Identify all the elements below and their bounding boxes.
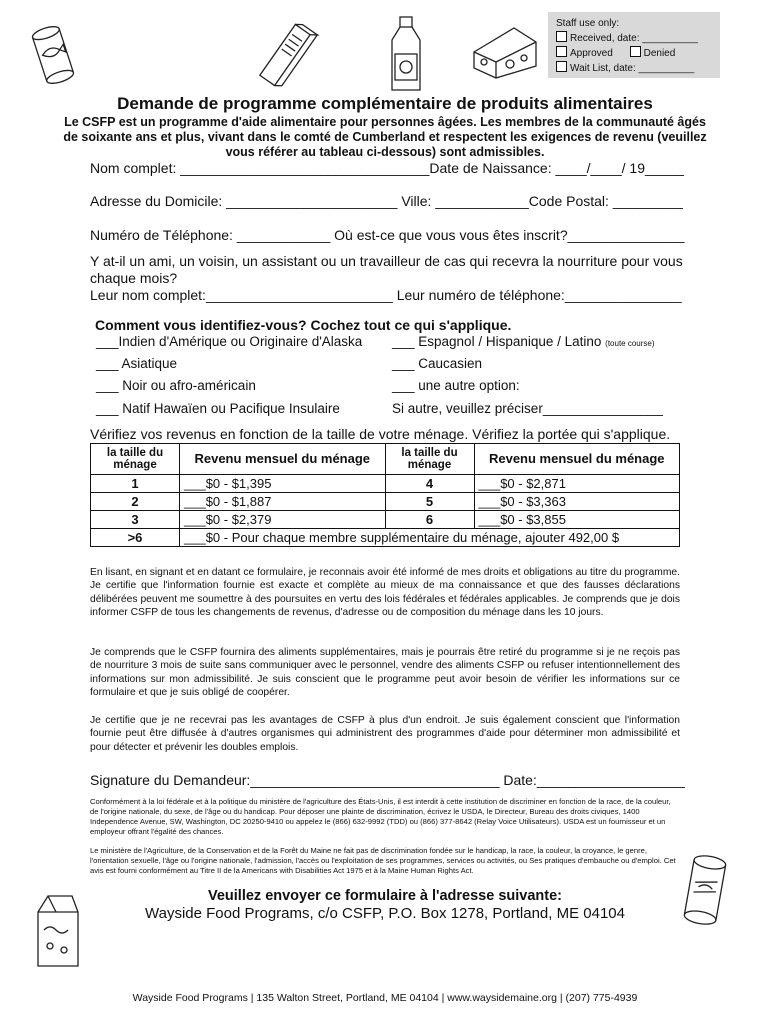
staff-use-box: [548, 12, 720, 78]
usda-statement: Conformément à la loi fédérale et à la politique du ministère de l'agriculture des États-Unis, il est interdit à cette institution de discriminer en fonction de la race, de la couleur, de l'origine nationale, du sexe, de l'âge ou du handicap. Pour déposer une plainte de discrimination, écrivez le USDA, le Directeur, Bureau des droits civiques, 1400 Independence Avenue, SW, Washington, DC 20250-9410 ou appelez le (866) 632-9992 (TDD) ou (866) 377-8642 (Relay Voice Utilisateurs). USDA est un fournisseur et un employeur offrant l'égalité des chances.: [90, 797, 671, 836]
ethnicity-option[interactable]: ___ Noir ou afro-américain: [96, 378, 256, 393]
denied-label: Denied: [643, 48, 676, 59]
table-row: [91, 475, 680, 493]
send-address: Wayside Food Programs, c/o CSFP, P.O. Box 1278, Portland, ME 04104: [145, 905, 625, 922]
ethnicity-option[interactable]: [392, 334, 655, 349]
income-range[interactable]: ___$0 - $2,871: [474, 475, 680, 493]
cereal-box-icon: [250, 20, 320, 90]
proxy-fields[interactable]: Leur nom complet:________________________ Leur numéro de téléphone:_______________: [90, 287, 682, 303]
income-range[interactable]: ___$0 - $1,887: [180, 493, 386, 511]
income-range[interactable]: ___$0 - $2,379: [180, 511, 386, 529]
proxy-question-cont: chaque mois?: [90, 270, 178, 286]
maine-statement: Le ministère de l'Agriculture, de la Conservation et de la Forêt du Maine ne fait pas de discrimination fondée sur le handicap, la race, la couleur, la croyance, le genre, l'orientation sexuelle, l'âge ou l'origine nationale, l'admission, l'accès ou l'exploitation de ses programmes, services ou activités, ou Ses pratiques d'embauche ou d'emploi. Cet avis est fourni conformément au Titre II de la Americans with Disabilities Act 1975 et à la Maine Human Rights Act.: [90, 846, 676, 875]
household-size: >6: [91, 529, 180, 547]
cheese-icon: [470, 22, 540, 82]
denied-checkbox[interactable]: [630, 46, 641, 57]
table-row: [91, 493, 680, 511]
income-instruction: Vérifiez vos revenus en fonction de la taille de votre ménage. Vérifiez la portée qui s'applique.: [90, 426, 671, 442]
col-monthly-income: Revenu mensuel du ménage: [180, 444, 386, 475]
form-title: Demande de programme complémentaire de produits alimentaires: [117, 94, 653, 113]
waitlist-label: Wait List, date: __________: [570, 63, 695, 74]
footer: Wayside Food Programs | 135 Walton Street, Portland, ME 04104 | www.waysidemaine.org | (207) 775-4939: [132, 992, 638, 1004]
ethnicity-question: Comment vous identifiez-vous? Cochez tout ce qui s'applique.: [95, 317, 512, 333]
income-range[interactable]: ___$0 - $3,363: [474, 493, 680, 511]
name-dob-line[interactable]: Nom complet: ________________________________Date de Naissance: ____/____/ 19_____: [90, 160, 684, 176]
received-checkbox[interactable]: [556, 31, 567, 42]
phone-line[interactable]: Numéro de Téléphone: ____________ Où est-ce que vous vous êtes inscrit?_______________: [90, 227, 685, 243]
ethnicity-option[interactable]: ___Indien d'Amérique ou Originaire d'Alaska: [96, 334, 363, 349]
income-range[interactable]: ___$0 - $3,855: [474, 511, 680, 529]
canned-fish-icon: [28, 22, 78, 88]
col-household-size: la taille du ménage: [385, 444, 474, 475]
ethnicity-option[interactable]: ___ Natif Hawaïen ou Pacifique Insulaire: [96, 401, 340, 416]
household-size: 6: [385, 511, 474, 529]
address-line[interactable]: Adresse du Domicile: ______________________ Ville: ____________Code Postal: _________: [90, 193, 683, 209]
ethnicity-option[interactable]: ___ une autre option:: [392, 378, 520, 393]
program-paragraph: Je comprends que le CSFP fournira des aliments supplémentaires, mais je pourrais être retiré du programme si je ne reçois pas de nourriture 3 mois de suite sans communiquer avec le personnel, vendre des aliments CSFP ou refuser intentionnellement des informations sur mon admissibilité. Je suis conscient que le programme peut avoir besoin de vérifier les informations sur ce formulaire et que je suis obligé de coopérer.: [90, 647, 680, 699]
juice-bottle-icon: [386, 14, 426, 94]
certification-paragraph: En lisant, en signant et en datant ce formulaire, je reconnais avoir été informé de mes droits et obligations au titre du programme. Je certifie que l'information fournie est exacte et complète au mieux de ma connaissance et que des fausses déclarations délibérées peuvent me soumettre à des poursuites en vertu des lois fédérales et fédérales applicables. Je comprends que je dois informer CSFP de tous les changements de revenus, d'adresse ou de composition du ménage dans les 10 jours.: [90, 567, 680, 619]
hispanic-label: ___ Espagnol / Hispanique / Latino: [392, 334, 602, 349]
table-row: [91, 529, 680, 547]
household-size: 4: [385, 475, 474, 493]
ethnicity-other-field[interactable]: Si autre, veuillez préciser________________: [392, 401, 663, 416]
staff-heading: Staff use only:: [556, 18, 620, 29]
send-heading: Veuillez envoyer ce formulaire à l'adresse suivante:: [207, 888, 563, 904]
received-label: Received, date: __________: [570, 33, 698, 44]
intro-text: Le CSFP est un programme d'aide alimentaire pour personnes âgées. Les membres de la communauté âgés de soixante ans et plus, vivant dans le comté de Cumberland et respectent les exigences de revenu (veuillez vous référer au tableau ci-dessous) sont admissibles.: [63, 115, 707, 159]
household-size: 5: [385, 493, 474, 511]
hispanic-note: (toute course): [605, 339, 655, 348]
approved-checkbox[interactable]: [556, 46, 567, 57]
household-size: 2: [91, 493, 180, 511]
ethnicity-option[interactable]: ___ Asiatique: [96, 356, 178, 371]
col-monthly-income: Revenu mensuel du ménage: [474, 444, 680, 475]
proxy-question: Y at-il un ami, un voisin, un assistant ou un travailleur de cas qui recevra la nourriture pour vous: [90, 253, 683, 269]
col-household-size: la taille du ménage: [91, 444, 180, 475]
income-table: [90, 443, 680, 547]
household-size: 1: [91, 475, 180, 493]
approved-label: Approved: [570, 48, 613, 59]
table-row: [91, 511, 680, 529]
income-range[interactable]: ___$0 - $1,395: [180, 475, 386, 493]
waitlist-checkbox[interactable]: [556, 61, 567, 72]
ethnicity-option[interactable]: ___ Caucasien: [392, 356, 483, 371]
household-size: 3: [91, 511, 180, 529]
duplicate-paragraph: Je certifie que je ne recevrai pas les avantages de CSFP à plus d'un endroit. Je suis également conscient que l'information fournie peut être diffusée à d'autres organismes qui administrent des programmes d'aide pour déterminer mon admissibilité et pour détecter et prévenir les doubles emplois.: [90, 715, 680, 753]
income-range[interactable]: ___$0 - Pour chaque membre supplémentaire du ménage, ajouter 492,00 $: [180, 529, 680, 547]
signature-line[interactable]: Signature du Demandeur:________________________________ Date:___________________: [90, 772, 685, 788]
